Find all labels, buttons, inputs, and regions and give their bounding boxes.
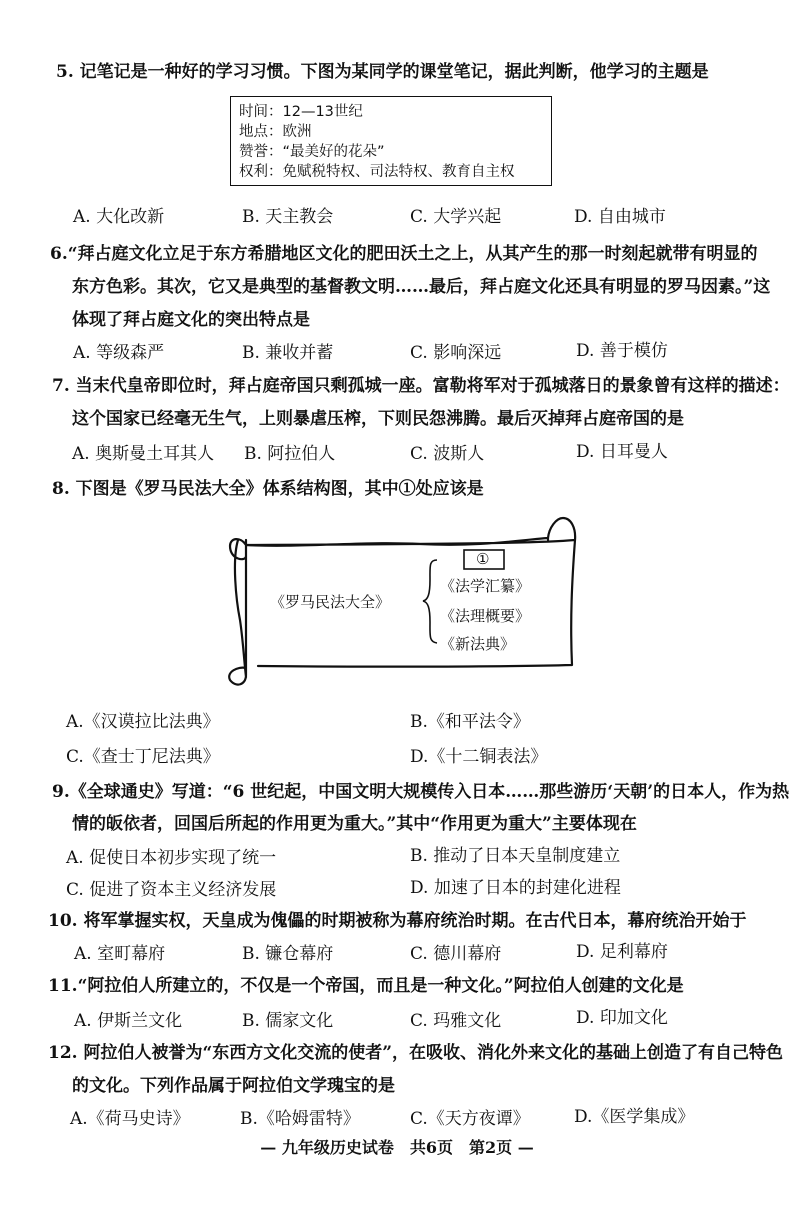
q9-option-b[interactable]: B. 推动了日本天皇制度建立: [410, 846, 621, 866]
note-praise: 赞誉：“最美好的花朵”: [239, 144, 385, 160]
q7-option-d[interactable]: D. 日耳曼人: [576, 442, 668, 462]
question-8-stem: 8. 下图是《罗马民法大全》体系结构图，其中①处应该是: [52, 479, 484, 499]
q8-option-d[interactable]: D.《十二铜表法》: [410, 747, 548, 767]
q12-option-d[interactable]: D.《医学集成》: [574, 1107, 695, 1127]
q8-option-c[interactable]: C.《查士丁尼法典》: [66, 747, 220, 767]
q5-option-d[interactable]: D. 自由城市: [574, 207, 666, 227]
diagram-marker: ①: [476, 550, 490, 568]
note-time: 时间：12—13世纪: [239, 104, 363, 120]
diagram-main-label: 《罗马民法大全》: [270, 593, 391, 611]
diagram-item-2: 《法理概要》: [440, 607, 531, 625]
diagram-item-1: 《法学汇纂》: [440, 577, 531, 595]
page-footer: — 九年级历史试卷 共6页 第2页 —: [260, 1138, 534, 1157]
q9-option-d[interactable]: D. 加速了日本的封建化进程: [410, 878, 621, 898]
q11-option-c[interactable]: C. 玛雅文化: [410, 1011, 502, 1031]
q11-option-a[interactable]: A. 伊斯兰文化: [74, 1011, 183, 1031]
question-6-stem-line-1: 6.“拜占庭文化立足于东方希腊地区文化的肥田沃土之上，从其产生的那一时刻起就带有明显的: [50, 244, 758, 264]
q10-option-d[interactable]: D. 足利幕府: [576, 942, 668, 962]
q7-option-b[interactable]: B. 阿拉伯人: [244, 444, 336, 464]
question-9-stem-line-1: 9.《全球通史》写道：“6 世纪起，中国文明大规模传入日本……那些游历‘天朝’的日本人，作为热: [52, 782, 790, 802]
q8-option-a[interactable]: A.《汉谟拉比法典》: [66, 712, 220, 732]
q6-option-d[interactable]: D. 善于模仿: [576, 341, 668, 361]
q7-option-c[interactable]: C. 波斯人: [410, 444, 485, 464]
q6-option-c[interactable]: C. 影响深远: [410, 343, 502, 363]
q5-option-a[interactable]: A. 大化改新: [73, 207, 165, 227]
q10-option-c[interactable]: C. 德川幕府: [410, 944, 502, 964]
q11-option-d[interactable]: D. 印加文化: [576, 1008, 668, 1028]
q10-option-a[interactable]: A. 室町幕府: [74, 944, 166, 964]
q8-option-b[interactable]: B.《和平法令》: [410, 712, 530, 732]
q10-option-b[interactable]: B. 镰仓幕府: [242, 944, 334, 964]
note-rights: 权利：免赋税特权、司法特权、教育自主权: [239, 164, 515, 180]
diagram-item-3: 《新法典》: [440, 635, 516, 653]
q6-option-a[interactable]: A. 等级森严: [73, 343, 165, 363]
q9-option-c[interactable]: C. 促进了资本主义经济发展: [66, 880, 277, 900]
q7-option-a[interactable]: A. 奥斯曼土耳其人: [72, 444, 215, 464]
left-brace-icon: [423, 560, 437, 643]
question-7-stem-line-2: 这个国家已经毫无生气，上则暴虐压榨，下则民怨沸腾。最后灭掉拜占庭帝国的是: [72, 409, 684, 429]
question-6-stem-line-2: 东方色彩。其次，它又是典型的基督教文明……最后，拜占庭文化还具有明显的罗马因素。”这: [72, 277, 771, 297]
q6-option-b[interactable]: B. 兼收并蓄: [242, 343, 334, 363]
question-6-stem-line-3: 体现了拜占庭文化的突出特点是: [72, 310, 310, 330]
question-12-stem-line-2: 的文化。下列作品属于阿拉伯文学瑰宝的是: [72, 1076, 395, 1096]
question-9-stem-line-2: 情的皈依者，回国后所起的作用更为重大。”其中“作用更为重大”主要体现在: [72, 814, 637, 834]
question-11-stem: 11.“阿拉伯人所建立的，不仅是一个帝国，而且是一种文化。”阿拉伯人创建的文化是: [48, 976, 684, 996]
question-7-stem-line-1: 7. 当末代皇帝即位时，拜占庭帝国只剩孤城一座。富勒将军对于孤城落日的景象曾有这样的描述：: [52, 376, 790, 396]
q12-option-c[interactable]: C.《天方夜谭》: [410, 1109, 530, 1129]
q9-option-a[interactable]: A. 促使日本初步实现了统一: [66, 848, 277, 868]
q5-option-b[interactable]: B. 天主教会: [242, 207, 334, 227]
q11-option-b[interactable]: B. 儒家文化: [242, 1011, 334, 1031]
note-place: 地点：欧洲: [239, 124, 312, 140]
q5-option-c[interactable]: C. 大学兴起: [410, 207, 502, 227]
question-5-stem: 5. 记笔记是一种好的学习习惯。下图为某同学的课堂笔记，据此判断，他学习的主题是: [56, 62, 709, 82]
q12-option-a[interactable]: A.《荷马史诗》: [70, 1109, 190, 1129]
q12-option-b[interactable]: B.《哈姆雷特》: [240, 1109, 360, 1129]
question-10-stem: 10. 将军掌握实权，天皇成为傀儡的时期被称为幕府统治时期。在古代日本，幕府统治开始于: [48, 911, 747, 931]
question-12-stem-line-1: 12. 阿拉伯人被誉为“东西方文化交流的使者”，在吸收、消化外来文化的基础上创造了有自己特色: [48, 1043, 784, 1063]
